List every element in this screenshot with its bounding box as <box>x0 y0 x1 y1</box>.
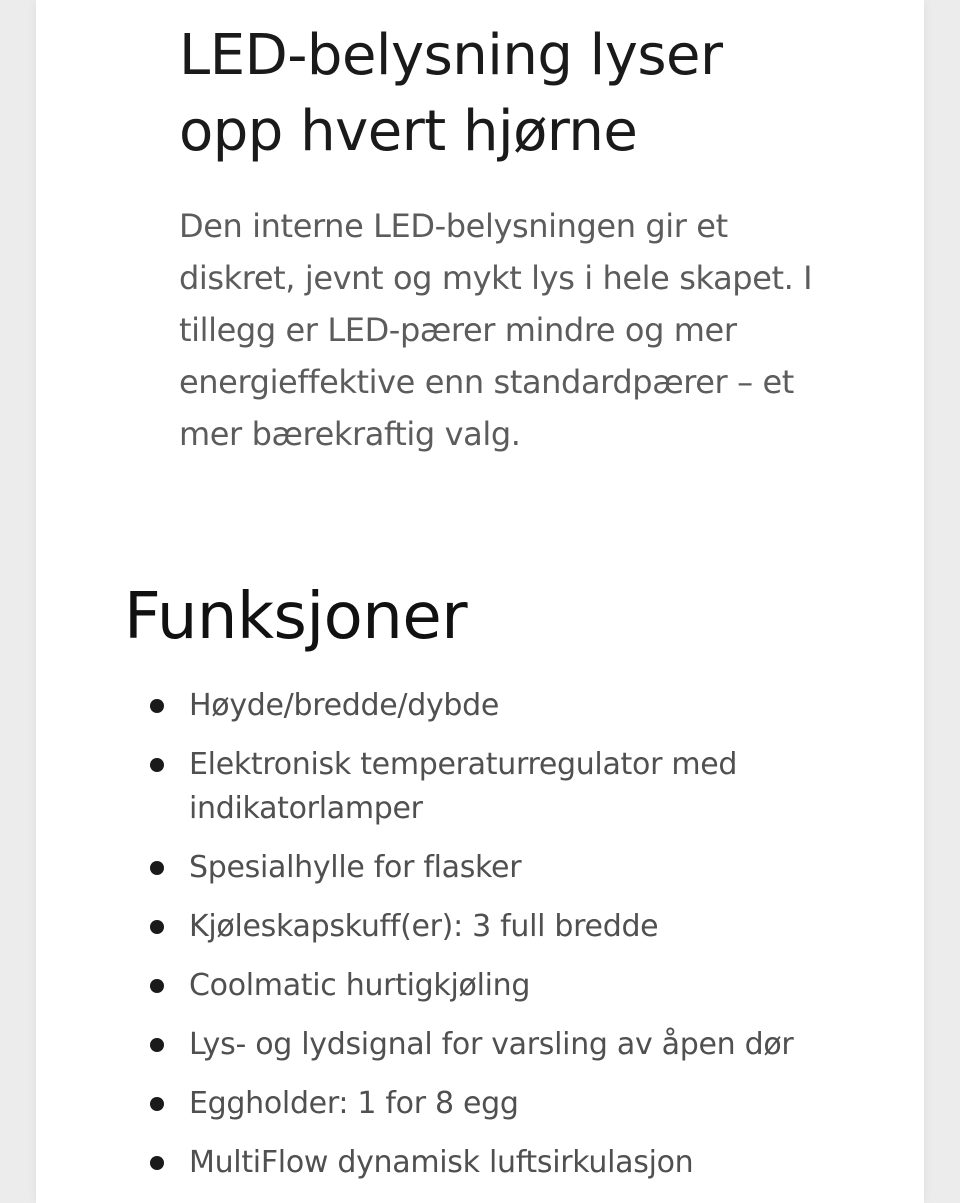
bullet-icon <box>150 861 164 875</box>
bullet-icon <box>150 979 164 993</box>
list-item-label: Eggholder: 1 for 8 egg <box>189 1086 519 1121</box>
list-item-label: Spesialhylle for flasker <box>189 850 522 885</box>
bullet-icon <box>150 699 164 713</box>
list-item-label: Lys- og lydsignal for varsling av åpen dør <box>189 1027 794 1062</box>
list-item <box>146 905 886 949</box>
feature-section <box>179 18 879 460</box>
list-item-label: Høyde/bredde/dybde <box>189 688 500 723</box>
list-item <box>146 846 886 890</box>
list-item <box>146 1023 886 1067</box>
list-item <box>146 964 886 1008</box>
list-item-label: Kjøleskapskuff(er): 3 full bredde <box>189 909 659 944</box>
feature-description: Den interne LED-belysningen gir et diskret, jevnt og mykt lys i hele skapet. I tillegg er LED-pærer mindre og mer energieffektive enn standardpærer – et mer bærekraftig valg. <box>179 207 813 453</box>
bullet-icon <box>150 758 164 772</box>
bullet-icon <box>150 920 164 934</box>
list-item-label: Coolmatic hurtigkjøling <box>189 968 531 1003</box>
list-item <box>146 684 886 728</box>
list-item-label: MultiFlow dynamisk luftsirkulasjon <box>189 1145 694 1180</box>
bullet-icon <box>150 1156 164 1170</box>
bullet-icon <box>150 1038 164 1052</box>
list-item <box>146 743 886 831</box>
bullet-icon <box>150 1097 164 1111</box>
list-item-label: Elektronisk temperaturregulator med indikatorlamper <box>189 747 738 826</box>
list-item <box>146 1082 886 1126</box>
feature-title: LED-belysning lyser opp hvert hjørne <box>179 23 723 164</box>
functions-list <box>146 684 886 1200</box>
list-item <box>146 1141 886 1185</box>
content-card <box>36 0 924 1203</box>
functions-heading: Funksjoner <box>124 580 468 654</box>
